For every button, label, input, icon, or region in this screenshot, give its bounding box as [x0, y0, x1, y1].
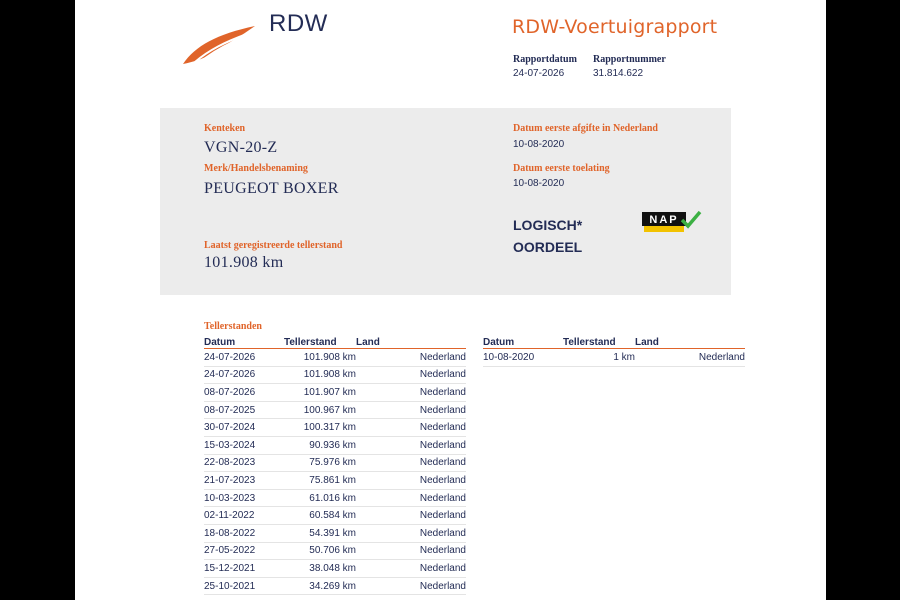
cell-datum: 08-07-2026 — [204, 384, 284, 402]
nap-logo-icon — [642, 210, 702, 234]
cell-land: Nederland — [356, 366, 466, 384]
rapportdatum-label: Rapportdatum — [513, 54, 577, 65]
table-row — [204, 560, 466, 578]
cell-land: Nederland — [356, 560, 466, 578]
cell-land: Nederland — [356, 436, 466, 454]
column-header-land: Land — [356, 336, 466, 349]
cell-datum: 25-10-2021 — [204, 577, 284, 595]
tellerstanden-title: Tellerstanden — [204, 321, 262, 332]
cell-datum: 27-05-2022 — [204, 542, 284, 560]
cell-land: Nederland — [356, 401, 466, 419]
cell-tellerstand: 75.861 km — [284, 472, 356, 490]
cell-datum: 24-07-2026 — [204, 366, 284, 384]
cell-tellerstand: 100.317 km — [284, 419, 356, 437]
column-header-land: Land — [635, 336, 745, 349]
afgifte-label: Datum eerste afgifte in Nederland — [513, 123, 658, 134]
cell-datum: 02-11-2022 — [204, 507, 284, 525]
table-row — [204, 524, 466, 542]
cell-datum: 30-07-2024 — [204, 419, 284, 437]
cell-tellerstand: 101.908 km — [284, 349, 356, 367]
cell-tellerstand: 61.016 km — [284, 489, 356, 507]
cell-datum: 15-12-2021 — [204, 560, 284, 578]
table-row — [204, 366, 466, 384]
cell-land: Nederland — [356, 524, 466, 542]
table-row — [204, 577, 466, 595]
table-row — [204, 401, 466, 419]
cell-land: Nederland — [356, 542, 466, 560]
cell-land: Nederland — [356, 489, 466, 507]
cell-datum: 08-07-2025 — [204, 401, 284, 419]
cell-tellerstand: 50.706 km — [284, 542, 356, 560]
column-header-tellerstand: Tellerstand — [284, 336, 356, 349]
toelating-label: Datum eerste toelating — [513, 163, 610, 174]
merk-label: Merk/Handelsbenaming — [204, 163, 308, 174]
table-row — [204, 349, 466, 367]
table-row — [204, 436, 466, 454]
cell-tellerstand: 101.907 km — [284, 384, 356, 402]
cell-tellerstand: 34.269 km — [284, 577, 356, 595]
vehicle-summary-panel — [160, 108, 731, 295]
cell-land: Nederland — [356, 454, 466, 472]
cell-tellerstand: 54.391 km — [284, 524, 356, 542]
table-row — [204, 542, 466, 560]
tellerstanden-table-left — [204, 336, 466, 595]
rdw-logo-icon — [181, 24, 257, 66]
afgifte-value: 10-08-2020 — [513, 139, 565, 150]
kenteken-value: VGN-20-Z — [204, 139, 278, 156]
cell-datum: 18-08-2022 — [204, 524, 284, 542]
cell-land: Nederland — [356, 507, 466, 525]
oordeel-line2: OORDEEL — [513, 239, 583, 255]
column-header-datum: Datum — [204, 336, 284, 349]
cell-datum: 15-03-2024 — [204, 436, 284, 454]
cell-datum: 10-08-2020 — [483, 349, 563, 367]
table-header-row — [204, 336, 466, 349]
cell-tellerstand: 38.048 km — [284, 560, 356, 578]
cell-tellerstand: 100.967 km — [284, 401, 356, 419]
table-row — [204, 507, 466, 525]
cell-datum: 10-03-2023 — [204, 489, 284, 507]
rapportdatum-value: 24-07-2026 — [513, 68, 565, 79]
cell-tellerstand: 60.584 km — [284, 507, 356, 525]
merk-value: PEUGEOT BOXER — [204, 180, 339, 197]
cell-tellerstand: 75.976 km — [284, 454, 356, 472]
rapportnummer-value: 31.814.622 — [593, 68, 644, 79]
tellerstanden-table-right — [483, 336, 745, 367]
kenteken-label: Kenteken — [204, 123, 246, 134]
table-header-row — [483, 336, 745, 349]
cell-datum: 24-07-2026 — [204, 349, 284, 367]
oordeel-text — [513, 214, 623, 258]
table-row — [204, 472, 466, 490]
cell-land: Nederland — [635, 349, 745, 367]
nap-text: NAP — [649, 214, 679, 226]
cell-land: Nederland — [356, 472, 466, 490]
cell-land: Nederland — [356, 419, 466, 437]
toelating-value: 10-08-2020 — [513, 178, 565, 189]
cell-tellerstand: 101.908 km — [284, 366, 356, 384]
cell-datum: 21-07-2023 — [204, 472, 284, 490]
cell-land: Nederland — [356, 577, 466, 595]
cell-tellerstand: 1 km — [563, 349, 635, 367]
brand-name: RDW — [269, 10, 328, 37]
column-header-datum: Datum — [483, 336, 563, 349]
oordeel-line1: LOGISCH* — [513, 217, 583, 233]
cell-datum: 22-08-2023 — [204, 454, 284, 472]
tellerstand-value: 101.908 km — [204, 254, 284, 271]
table-row — [483, 349, 745, 367]
report-title: RDW-Voertuigrapport — [512, 16, 718, 38]
cell-tellerstand: 90.936 km — [284, 436, 356, 454]
table-row — [204, 419, 466, 437]
column-header-tellerstand: Tellerstand — [563, 336, 635, 349]
table-row — [204, 384, 466, 402]
table-row — [204, 454, 466, 472]
table-row — [204, 489, 466, 507]
report-page — [75, 0, 826, 600]
rapportnummer-label: Rapportnummer — [593, 54, 666, 65]
cell-land: Nederland — [356, 349, 466, 367]
tellerstand-label: Laatst geregistreerde tellerstand — [204, 240, 343, 251]
cell-land: Nederland — [356, 384, 466, 402]
